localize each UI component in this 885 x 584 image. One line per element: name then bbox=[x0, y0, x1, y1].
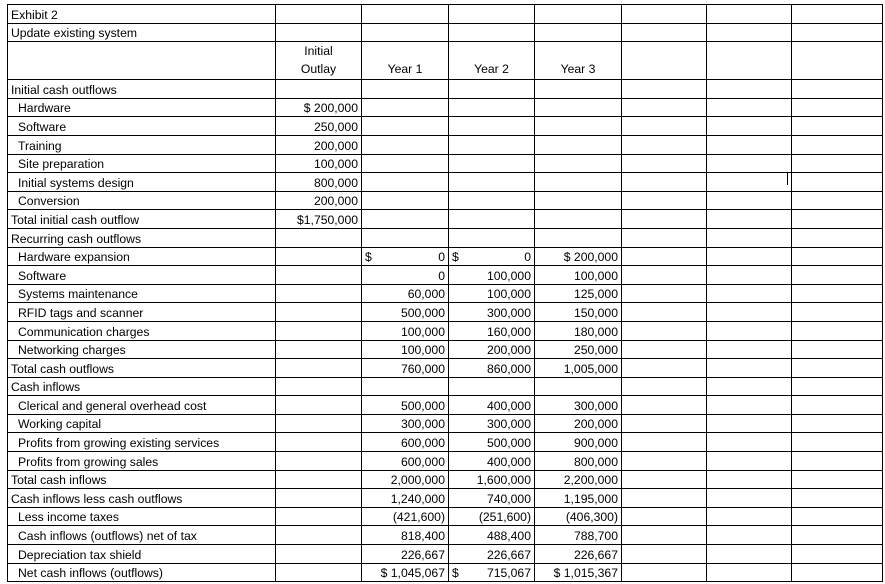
cell-y3[interactable] bbox=[535, 154, 622, 173]
cell-y2[interactable]: 860,000 bbox=[449, 359, 535, 378]
table-row bbox=[8, 284, 883, 303]
cell-outlay[interactable]: 250,000 bbox=[276, 117, 362, 136]
header-row bbox=[8, 42, 883, 80]
row-label[interactable]: Total initial cash outflow bbox=[8, 210, 276, 229]
cell-outlay[interactable]: $1,750,000 bbox=[276, 210, 362, 229]
empty-cell[interactable] bbox=[622, 359, 707, 378]
empty-cell[interactable] bbox=[622, 173, 707, 192]
empty-cell[interactable] bbox=[622, 247, 707, 266]
empty-cell[interactable] bbox=[707, 173, 792, 192]
cell-outlay[interactable] bbox=[276, 489, 362, 508]
cell-outlay[interactable] bbox=[276, 247, 362, 266]
cell-y1[interactable]: $ 1,045,067 bbox=[362, 563, 449, 582]
cell-y2[interactable]: 400,000 bbox=[449, 452, 535, 471]
empty-cell[interactable] bbox=[707, 135, 792, 154]
row-label[interactable]: Cash inflows (outflows) net of tax bbox=[8, 526, 276, 545]
table-row bbox=[8, 303, 883, 322]
empty-cell[interactable] bbox=[792, 98, 883, 117]
empty-cell[interactable] bbox=[707, 117, 792, 136]
cell-y2[interactable]: 1,600,000 bbox=[449, 470, 535, 489]
cell-outlay[interactable] bbox=[276, 377, 362, 396]
empty-cell[interactable] bbox=[707, 507, 792, 526]
table-row bbox=[8, 507, 883, 526]
cell-y1[interactable] bbox=[362, 135, 449, 154]
empty-cell[interactable] bbox=[707, 210, 792, 229]
row-label[interactable]: Cash inflows bbox=[8, 377, 276, 396]
cell-y2[interactable]: 400,000 bbox=[449, 396, 535, 415]
empty-cell[interactable] bbox=[707, 98, 792, 117]
cell-y2[interactable]: 100,000 bbox=[449, 266, 535, 285]
empty-cell[interactable] bbox=[707, 563, 792, 582]
cell-y2[interactable] bbox=[449, 377, 535, 396]
cell-y2[interactable]: 200,000 bbox=[449, 340, 535, 359]
empty-cell[interactable] bbox=[622, 526, 707, 545]
cell-y2[interactable]: 740,000 bbox=[449, 489, 535, 508]
cell-y3[interactable]: 1,005,000 bbox=[535, 359, 622, 378]
cell-outlay[interactable] bbox=[276, 80, 362, 99]
empty-cell[interactable] bbox=[622, 266, 707, 285]
row-label[interactable]: Depreciation tax shield bbox=[8, 545, 276, 564]
table-row bbox=[8, 173, 883, 192]
currency-amount: 0 bbox=[438, 250, 445, 265]
table-row bbox=[8, 470, 883, 489]
cell-y1[interactable]: 600,000 bbox=[362, 433, 449, 452]
cell-y1[interactable] bbox=[362, 173, 449, 192]
cell-outlay[interactable] bbox=[276, 414, 362, 433]
empty-cell[interactable] bbox=[622, 117, 707, 136]
cell-y1[interactable]: 600,000 bbox=[362, 452, 449, 471]
table-row bbox=[8, 80, 883, 99]
empty-cell[interactable] bbox=[622, 377, 707, 396]
cell-y3[interactable] bbox=[535, 80, 622, 99]
empty-cell[interactable] bbox=[707, 377, 792, 396]
table-row bbox=[8, 396, 883, 415]
cell-y2[interactable] bbox=[449, 117, 535, 136]
row-label[interactable]: Profits from growing sales bbox=[8, 452, 276, 471]
empty-cell[interactable] bbox=[707, 526, 792, 545]
header-year-2[interactable]: Year 2 bbox=[449, 42, 535, 80]
empty-cell[interactable] bbox=[707, 303, 792, 322]
cell-y3[interactable] bbox=[535, 135, 622, 154]
empty-cell[interactable] bbox=[707, 266, 792, 285]
cell-outlay[interactable] bbox=[276, 359, 362, 378]
table-row bbox=[8, 191, 883, 210]
row-label[interactable]: Clerical and general overhead cost bbox=[8, 396, 276, 415]
row-label[interactable]: Less income taxes bbox=[8, 507, 276, 526]
empty-cell[interactable] bbox=[622, 340, 707, 359]
empty-cell[interactable] bbox=[792, 452, 883, 471]
cell-y2[interactable] bbox=[449, 191, 535, 210]
empty-cell[interactable] bbox=[792, 303, 883, 322]
cell-outlay[interactable] bbox=[276, 433, 362, 452]
empty-cell[interactable] bbox=[792, 526, 883, 545]
cell-y1[interactable]: 100,000 bbox=[362, 340, 449, 359]
cell-y2[interactable] bbox=[449, 210, 535, 229]
empty-cell[interactable] bbox=[622, 545, 707, 564]
cell-outlay[interactable] bbox=[276, 340, 362, 359]
cell-y2[interactable] bbox=[449, 98, 535, 117]
cell-y3[interactable]: (406,300) bbox=[535, 507, 622, 526]
cell-outlay[interactable] bbox=[276, 284, 362, 303]
cell-y3[interactable] bbox=[535, 210, 622, 229]
empty-cell[interactable] bbox=[792, 284, 883, 303]
empty-cell[interactable] bbox=[707, 321, 792, 340]
empty-cell[interactable] bbox=[707, 191, 792, 210]
row-label[interactable]: Initial systems design bbox=[8, 173, 276, 192]
row-label[interactable]: Communication charges bbox=[8, 321, 276, 340]
column-resize-marker bbox=[787, 173, 788, 185]
header-year-3[interactable]: Year 3 bbox=[535, 42, 622, 80]
currency-amount: 0 bbox=[524, 250, 531, 265]
empty-cell[interactable] bbox=[792, 489, 883, 508]
row-label[interactable]: Net cash inflows (outflows) bbox=[8, 563, 276, 582]
cell-y2[interactable]: 500,000 bbox=[449, 433, 535, 452]
empty-cell[interactable] bbox=[792, 135, 883, 154]
cell-y2[interactable]: 300,000 bbox=[449, 414, 535, 433]
empty-cell[interactable] bbox=[707, 340, 792, 359]
empty-cell[interactable] bbox=[707, 470, 792, 489]
header-initial-line2: Outlay bbox=[300, 62, 337, 77]
cell-y1[interactable] bbox=[362, 117, 449, 136]
cell-y2[interactable]: 300,000 bbox=[449, 303, 535, 322]
header-year-1[interactable]: Year 1 bbox=[362, 42, 449, 80]
empty-cell[interactable] bbox=[792, 563, 883, 582]
cell-outlay[interactable] bbox=[276, 452, 362, 471]
cell-y1[interactable]: 2,000,000 bbox=[362, 470, 449, 489]
table-row bbox=[8, 526, 883, 545]
empty-cell[interactable] bbox=[792, 321, 883, 340]
empty-cell[interactable] bbox=[622, 284, 707, 303]
cell-y3[interactable]: 900,000 bbox=[535, 433, 622, 452]
empty-cell[interactable] bbox=[707, 247, 792, 266]
cell-y1[interactable] bbox=[362, 377, 449, 396]
row-label[interactable]: Software bbox=[8, 117, 276, 136]
currency-value bbox=[452, 249, 531, 265]
currency-symbol: $ bbox=[452, 566, 459, 581]
table-row bbox=[8, 266, 883, 285]
empty-cell[interactable] bbox=[622, 303, 707, 322]
row-label[interactable]: RFID tags and scanner bbox=[8, 303, 276, 322]
empty-cell[interactable] bbox=[622, 414, 707, 433]
cell-y1[interactable] bbox=[362, 98, 449, 117]
empty-cell[interactable] bbox=[792, 117, 883, 136]
cell-y1[interactable] bbox=[362, 191, 449, 210]
empty-cell[interactable] bbox=[707, 489, 792, 508]
cell-y3[interactable]: 200,000 bbox=[535, 414, 622, 433]
cell-y1[interactable]: 500,000 bbox=[362, 396, 449, 415]
row-label[interactable]: Hardware bbox=[8, 98, 276, 117]
header-initial-line1: Initial bbox=[304, 44, 333, 59]
empty-cell[interactable] bbox=[792, 545, 883, 564]
cell-y3[interactable]: 100,000 bbox=[535, 266, 622, 285]
cell-y3[interactable]: 800,000 bbox=[535, 452, 622, 471]
cell-y3[interactable] bbox=[535, 117, 622, 136]
currency-value bbox=[365, 249, 445, 265]
cell-y3[interactable] bbox=[535, 173, 622, 192]
empty-cell[interactable] bbox=[622, 396, 707, 415]
empty-cell[interactable] bbox=[792, 210, 883, 229]
table-row bbox=[8, 135, 883, 154]
empty-cell[interactable] bbox=[622, 507, 707, 526]
cell-outlay[interactable] bbox=[276, 321, 362, 340]
cell-y2[interactable] bbox=[449, 563, 535, 582]
empty-cell[interactable] bbox=[792, 228, 883, 247]
cell-y3[interactable] bbox=[535, 377, 622, 396]
row-label[interactable]: Cash inflows less cash outflows bbox=[8, 489, 276, 508]
row-label[interactable]: Total cash outflows bbox=[8, 359, 276, 378]
empty-cell[interactable] bbox=[792, 173, 883, 192]
title-row bbox=[8, 5, 883, 24]
cell-y2[interactable] bbox=[449, 80, 535, 99]
header-initial-outlay[interactable] bbox=[276, 42, 362, 80]
empty-cell[interactable] bbox=[622, 191, 707, 210]
cell-y2[interactable]: 100,000 bbox=[449, 284, 535, 303]
empty-cell[interactable] bbox=[792, 247, 883, 266]
empty-cell[interactable] bbox=[622, 452, 707, 471]
currency-symbol: $ bbox=[365, 250, 372, 265]
cell-y1[interactable]: 500,000 bbox=[362, 303, 449, 322]
row-label[interactable]: Initial cash outflows bbox=[8, 80, 276, 99]
cell-outlay[interactable]: $ 200,000 bbox=[276, 98, 362, 117]
cell-outlay[interactable]: 200,000 bbox=[276, 135, 362, 154]
cell-outlay[interactable]: 800,000 bbox=[276, 173, 362, 192]
cell-y1[interactable] bbox=[362, 154, 449, 173]
cell-y3[interactable] bbox=[535, 98, 622, 117]
empty-cell[interactable] bbox=[792, 377, 883, 396]
cell-outlay[interactable] bbox=[276, 507, 362, 526]
empty-cell[interactable] bbox=[707, 359, 792, 378]
cell-y1[interactable]: 60,000 bbox=[362, 284, 449, 303]
row-label[interactable]: Training bbox=[8, 135, 276, 154]
table-row bbox=[8, 359, 883, 378]
cell-y2[interactable]: 226,667 bbox=[449, 545, 535, 564]
table-row bbox=[8, 452, 883, 471]
row-label[interactable]: Software bbox=[8, 266, 276, 285]
row-label[interactable]: Networking charges bbox=[8, 340, 276, 359]
row-label[interactable]: Conversion bbox=[8, 191, 276, 210]
row-label[interactable]: Total cash inflows bbox=[8, 470, 276, 489]
table-row bbox=[8, 377, 883, 396]
empty-cell[interactable] bbox=[622, 98, 707, 117]
table-row bbox=[8, 98, 883, 117]
empty-cell[interactable] bbox=[792, 340, 883, 359]
row-label[interactable]: Systems maintenance bbox=[8, 284, 276, 303]
cell-outlay[interactable] bbox=[276, 545, 362, 564]
cell-y3[interactable]: 226,667 bbox=[535, 545, 622, 564]
empty-cell[interactable] bbox=[707, 545, 792, 564]
empty-cell[interactable] bbox=[622, 154, 707, 173]
cell-y1[interactable] bbox=[362, 80, 449, 99]
cell-y2[interactable] bbox=[449, 154, 535, 173]
cell-y3[interactable] bbox=[535, 228, 622, 247]
row-label[interactable]: Profits from growing existing services bbox=[8, 433, 276, 452]
empty-cell[interactable] bbox=[707, 414, 792, 433]
cell-outlay[interactable] bbox=[276, 526, 362, 545]
cell-y2[interactable]: 488,400 bbox=[449, 526, 535, 545]
table-row bbox=[8, 117, 883, 136]
table-row bbox=[8, 321, 883, 340]
cell-y1[interactable] bbox=[362, 228, 449, 247]
empty-cell[interactable] bbox=[792, 191, 883, 210]
cell-outlay[interactable] bbox=[276, 303, 362, 322]
cell-y3[interactable]: $ 200,000 bbox=[535, 247, 622, 266]
cell-y3[interactable]: 125,000 bbox=[535, 284, 622, 303]
cell-y1[interactable] bbox=[362, 210, 449, 229]
cell-y2[interactable] bbox=[449, 247, 535, 266]
table-row bbox=[8, 210, 883, 229]
empty-cell[interactable] bbox=[707, 284, 792, 303]
empty-cell[interactable] bbox=[622, 80, 707, 99]
table-row bbox=[8, 340, 883, 359]
empty-cell[interactable] bbox=[622, 321, 707, 340]
empty-cell[interactable] bbox=[707, 80, 792, 99]
table-row bbox=[8, 489, 883, 508]
cell-y2[interactable] bbox=[449, 135, 535, 154]
exhibit-title[interactable]: Exhibit 2 bbox=[8, 5, 276, 24]
spreadsheet-table bbox=[7, 4, 883, 582]
row-label[interactable]: Working capital bbox=[8, 414, 276, 433]
cell-y1[interactable]: 100,000 bbox=[362, 321, 449, 340]
cell-y1[interactable]: 1,240,000 bbox=[362, 489, 449, 508]
empty-cell[interactable] bbox=[792, 414, 883, 433]
cell-outlay[interactable] bbox=[276, 470, 362, 489]
empty-cell[interactable] bbox=[622, 135, 707, 154]
cell-y3[interactable]: 2,200,000 bbox=[535, 470, 622, 489]
cell-y3[interactable] bbox=[535, 191, 622, 210]
cell-y3[interactable]: 150,000 bbox=[535, 303, 622, 322]
cell-y3[interactable]: 180,000 bbox=[535, 321, 622, 340]
empty-cell[interactable] bbox=[622, 489, 707, 508]
empty-cell[interactable] bbox=[622, 228, 707, 247]
empty-cell[interactable] bbox=[707, 452, 792, 471]
cell-outlay[interactable]: 100,000 bbox=[276, 154, 362, 173]
empty-cell[interactable] bbox=[707, 228, 792, 247]
cell-y1[interactable]: (421,600) bbox=[362, 507, 449, 526]
empty-cell[interactable] bbox=[707, 154, 792, 173]
empty-cell[interactable] bbox=[792, 507, 883, 526]
exhibit-subtitle[interactable]: Update existing system bbox=[8, 23, 276, 42]
table-row bbox=[8, 414, 883, 433]
empty-cell[interactable] bbox=[707, 396, 792, 415]
table-row bbox=[8, 433, 883, 452]
empty-cell[interactable] bbox=[792, 266, 883, 285]
row-label[interactable]: Site preparation bbox=[8, 154, 276, 173]
cell-y3[interactable]: 1,195,000 bbox=[535, 489, 622, 508]
empty-cell[interactable] bbox=[622, 210, 707, 229]
empty-cell[interactable] bbox=[792, 359, 883, 378]
row-label[interactable]: Recurring cash outflows bbox=[8, 228, 276, 247]
empty-cell[interactable] bbox=[622, 433, 707, 452]
cell-outlay[interactable] bbox=[276, 228, 362, 247]
subtitle-row bbox=[8, 23, 883, 42]
table-row bbox=[8, 228, 883, 247]
cell-y2[interactable] bbox=[449, 173, 535, 192]
empty-cell[interactable] bbox=[792, 154, 883, 173]
currency-symbol: $ bbox=[452, 250, 459, 265]
cell-y2[interactable]: (251,600) bbox=[449, 507, 535, 526]
cell-outlay[interactable] bbox=[276, 563, 362, 582]
empty-cell[interactable] bbox=[622, 470, 707, 489]
currency-value bbox=[452, 565, 531, 581]
table-row bbox=[8, 563, 883, 582]
empty-cell[interactable] bbox=[792, 80, 883, 99]
cell-y3[interactable]: $ 1,015,367 bbox=[535, 563, 622, 582]
cell-y2[interactable]: 160,000 bbox=[449, 321, 535, 340]
table-row bbox=[8, 154, 883, 173]
cell-y1[interactable]: 760,000 bbox=[362, 359, 449, 378]
cell-y3[interactable]: 300,000 bbox=[535, 396, 622, 415]
empty-cell[interactable] bbox=[792, 396, 883, 415]
empty-cell[interactable] bbox=[622, 563, 707, 582]
cell-y3[interactable]: 788,700 bbox=[535, 526, 622, 545]
cell-y3[interactable]: 250,000 bbox=[535, 340, 622, 359]
cell-outlay[interactable] bbox=[276, 266, 362, 285]
cell-outlay[interactable] bbox=[276, 396, 362, 415]
cell-y1[interactable] bbox=[362, 247, 449, 266]
empty-cell[interactable] bbox=[792, 470, 883, 489]
currency-amount: 715,067 bbox=[486, 566, 531, 581]
cell-y1[interactable]: 300,000 bbox=[362, 414, 449, 433]
cell-y1[interactable]: 0 bbox=[362, 266, 449, 285]
cell-y1[interactable]: 818,400 bbox=[362, 526, 449, 545]
empty-cell[interactable] bbox=[792, 433, 883, 452]
cell-y1[interactable]: 226,667 bbox=[362, 545, 449, 564]
cell-outlay[interactable]: 200,000 bbox=[276, 191, 362, 210]
table-row bbox=[8, 545, 883, 564]
cell-y2[interactable] bbox=[449, 228, 535, 247]
empty-cell[interactable] bbox=[707, 433, 792, 452]
table-row bbox=[8, 247, 883, 266]
row-label[interactable]: Hardware expansion bbox=[8, 247, 276, 266]
